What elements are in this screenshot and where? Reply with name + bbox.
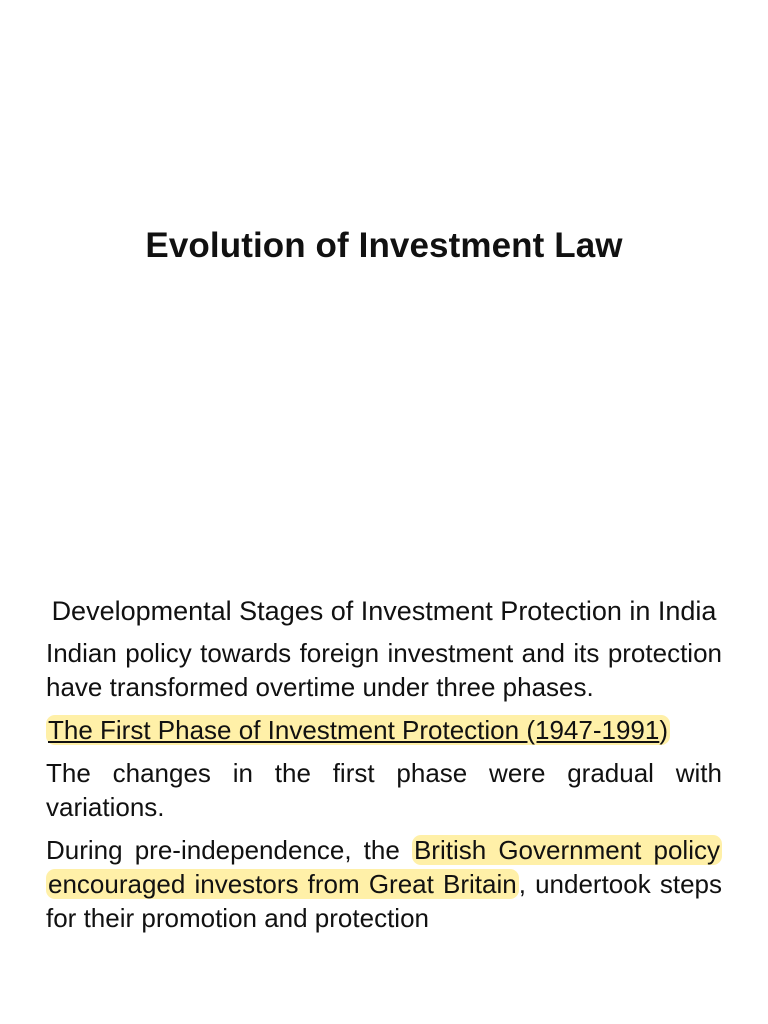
british-policy-highlight: British Government policy encouraged investors from Great Britain <box>48 835 720 899</box>
pre-independence-text: During pre-independence, the <box>46 835 412 865</box>
section-heading: Developmental Stages of Investment Protection in India <box>51 596 717 626</box>
slide-content <box>46 593 722 944</box>
phase-heading-underlined: The First Phase of Investment Protection (1947-1991 <box>48 715 660 745</box>
intro-paragraph: Indian policy towards foreign investment and its protection have transformed overtime under three phases. <box>46 638 722 702</box>
comma: , <box>518 869 526 899</box>
slide-title: Evolution of Investment Law <box>145 226 623 265</box>
phase-heading <box>46 713 722 747</box>
pre-independence-paragraph <box>46 833 722 935</box>
cut-off-text: undertook steps for their promotion and protection <box>46 869 722 933</box>
changes-paragraph: The changes in the first phase were gradual with variations. <box>46 758 722 822</box>
phase-heading-close: ) <box>659 715 668 745</box>
phase-heading-highlight <box>46 715 670 745</box>
